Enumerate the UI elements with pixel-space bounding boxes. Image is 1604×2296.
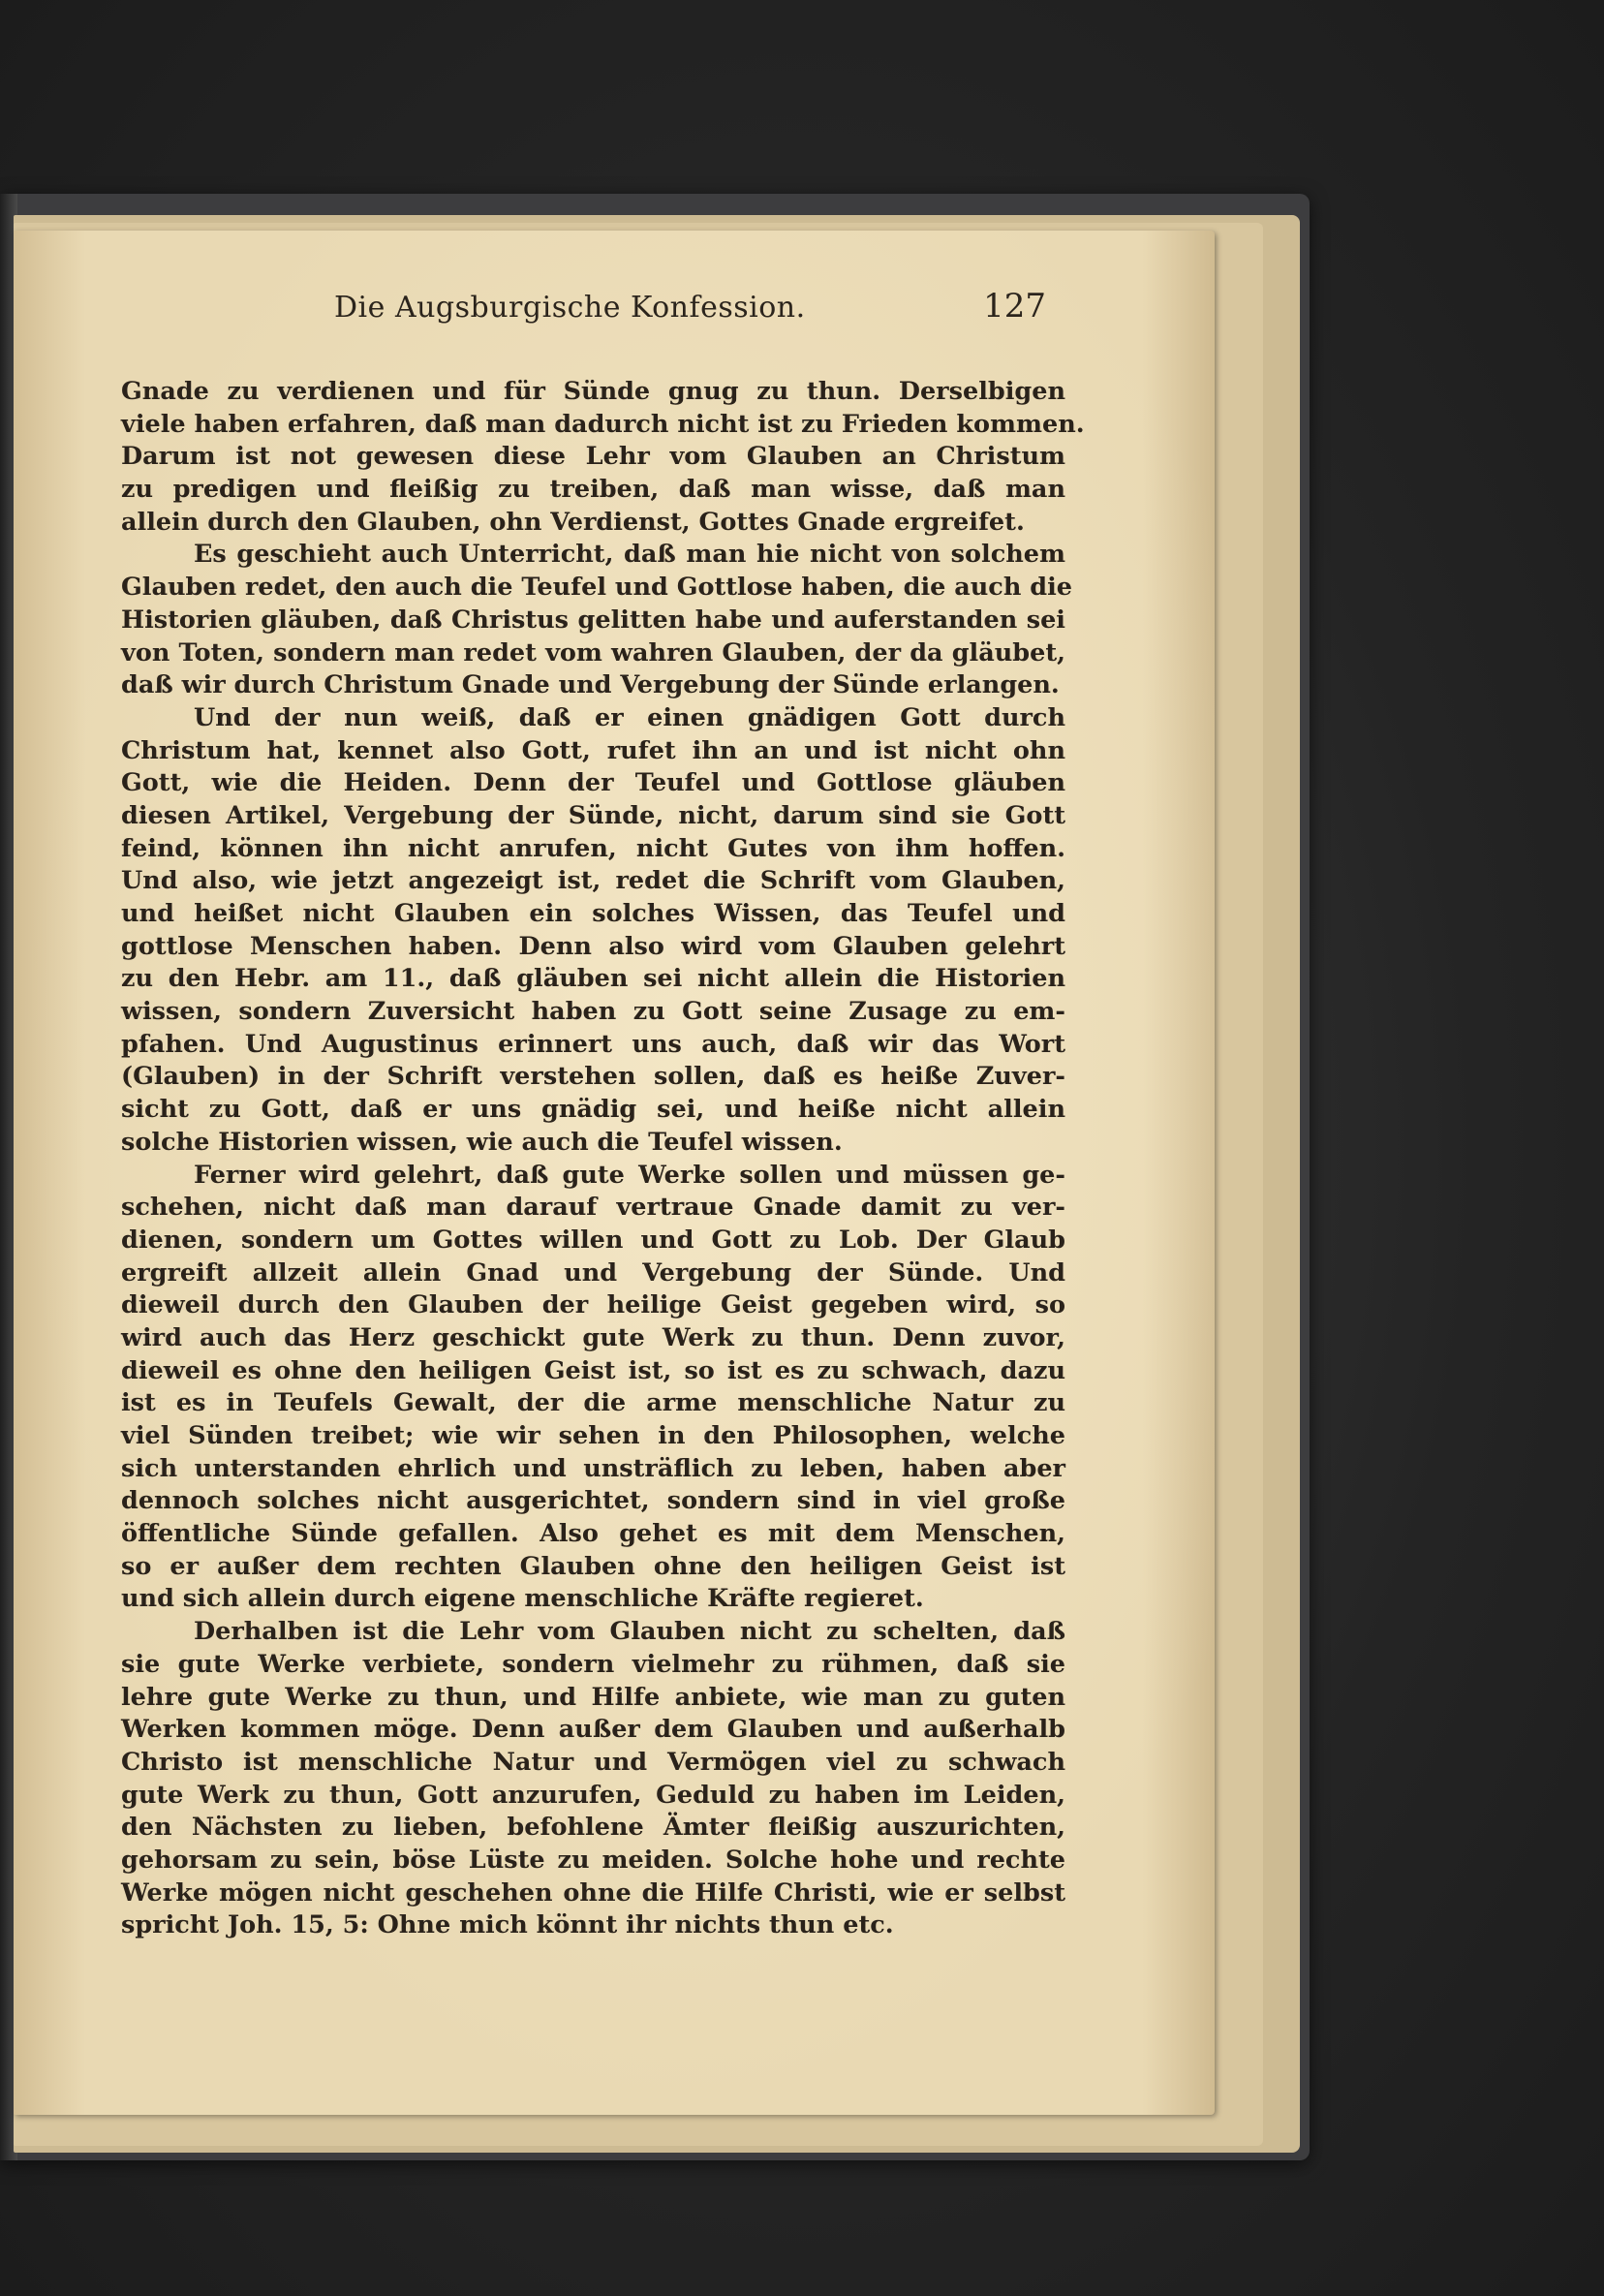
text-line: dienen, sondern um Gottes willen und Gott zu Lob. Der Glaub: [121, 1225, 1065, 1255]
running-head: [126, 287, 1046, 339]
text-line: lehre gute Werke zu thun, und Hilfe anbiete, wie man zu guten: [121, 1682, 1065, 1712]
text-line: solche Historien wissen, wie auch die Teufel wissen.: [121, 1127, 843, 1157]
text-line: pfahen. Und Augustinus erinnert uns auch, daß wir das Wort: [121, 1029, 1065, 1059]
text-line: dennoch solches nicht ausgerichtet, sondern sind in viel große: [121, 1486, 1065, 1516]
text-line: diesen Artikel, Vergebung der Sünde, nicht, darum sind sie Gott: [121, 800, 1065, 830]
text-line: Derhalben ist die Lehr vom Glauben nicht zu schelten, daß: [194, 1617, 1065, 1647]
text-line: viel Sünden treibet; wie wir sehen in den Philosophen, welche: [121, 1421, 1065, 1450]
text-line: öffentliche Sünde gefallen. Also gehet es mit dem Menschen,: [121, 1519, 1065, 1549]
text-line: zu predigen und fleißig zu treiben, daß man wisse, daß man: [121, 475, 1065, 505]
page-number: 127: [983, 287, 1046, 326]
text-line: Ferner wird gelehrt, daß gute Werke sollen und müssen ge-: [194, 1160, 1065, 1190]
text-line: Gnade zu verdienen und für Sünde gnug zu thun. Derselbigen: [121, 377, 1065, 406]
text-line: dieweil durch den Glauben der heilige Geist gegeben wird, so: [121, 1290, 1065, 1320]
text-line: Gott, wie die Heiden. Denn der Teufel und Gottlose gläuben: [121, 768, 1065, 798]
text-line: daß wir durch Christum Gnade und Vergebung der Sünde erlangen.: [121, 670, 1060, 700]
text-line: Christum hat, kennet also Gott, rufet ihn an und ist nicht ohn: [121, 735, 1065, 765]
text-line: ist es in Teufels Gewalt, der die arme menschliche Natur zu: [121, 1388, 1065, 1418]
text-line: und heißet nicht Glauben ein solches Wissen, das Teufel und: [121, 899, 1065, 928]
text-line: sicht zu Gott, daß er uns gnädig sei, und heiße nicht allein: [121, 1095, 1065, 1125]
text-line: (Glauben) in der Schrift verstehen sollen, daß es heiße Zuver-: [121, 1062, 1065, 1092]
text-line: spricht Joh. 15, 5: Ohne mich könnt ihr nichts thun etc.: [121, 1910, 894, 1940]
text-line: sich unterstanden ehrlich und unsträflich zu leben, haben aber: [121, 1453, 1065, 1483]
text-line: dieweil es ohne den heiligen Geist ist, so ist es zu schwach, dazu: [121, 1355, 1065, 1385]
text-line: Werken kommen möge. Denn außer dem Glauben und außerhalb: [121, 1715, 1065, 1745]
body-text: [121, 376, 1085, 1984]
text-line: von Toten, sondern man redet vom wahren Glauben, der da gläubet,: [121, 637, 1065, 667]
text-line: feind, können ihn nicht anrufen, nicht Gutes von ihm hoffen.: [121, 833, 1065, 863]
text-line: Werke mögen nicht geschehen ohne die Hilfe Christi, wie er selbst: [121, 1877, 1065, 1908]
text-line: gottlose Menschen haben. Denn also wird vom Glauben gelehrt: [121, 931, 1065, 961]
text-line: sie gute Werke verbiete, sondern vielmehr zu rühmen, daß sie: [121, 1649, 1065, 1679]
text-line: wird auch das Herz geschickt gute Werk zu thun. Denn zuvor,: [121, 1322, 1065, 1352]
running-title: Die Augsburgische Konfession.: [334, 291, 806, 325]
text-line: gehorsam zu sein, böse Lüste zu meiden. Solche hohe und rechte: [121, 1845, 1065, 1875]
text-line: gute Werk zu thun, Gott anzurufen, Geduld zu haben im Leiden,: [121, 1780, 1065, 1810]
text-line: und sich allein durch eigene menschliche Kräfte regieret.: [121, 1584, 924, 1614]
text-line: Es geschieht auch Unterricht, daß man hie nicht von solchem: [194, 540, 1065, 570]
text-line: viele haben erfahren, daß man dadurch nicht ist zu Frieden kommen.: [121, 409, 1085, 439]
text-line: Historien gläuben, daß Christus gelitten habe und auferstanden sei: [121, 605, 1065, 635]
text-line: Und also, wie jetzt angezeigt ist, redet die Schrift vom Glauben,: [121, 866, 1065, 896]
text-line: den Nächsten zu lieben, befohlene Ämter fleißig auszurichten,: [121, 1813, 1065, 1843]
text-line: wissen, sondern Zuversicht haben zu Gott seine Zusage zu em-: [121, 997, 1065, 1027]
text-line: Darum ist not gewesen diese Lehr vom Glauben an Christum: [121, 442, 1065, 472]
text-line: zu den Hebr. am 11., daß gläuben sei nicht allein die Historien: [121, 964, 1065, 994]
text-line: Glauben redet, den auch die Teufel und Gottlose haben, die auch die: [121, 573, 1072, 603]
text-line: ergreift allzeit allein Gnad und Vergebung der Sünde. Und: [121, 1257, 1065, 1288]
text-line: allein durch den Glauben, ohn Verdienst, Gottes Gnade ergreifet.: [121, 507, 1025, 537]
text-line: schehen, nicht daß man darauf vertraue Gnade damit zu ver-: [121, 1193, 1065, 1223]
text-line: so er außer dem rechten Glauben ohne den heiligen Geist ist: [121, 1551, 1065, 1581]
text-line: Christo ist menschliche Natur und Vermögen viel zu schwach: [121, 1747, 1065, 1777]
text-line: Und der nun weiß, daß er einen gnädigen Gott durch: [194, 702, 1065, 732]
